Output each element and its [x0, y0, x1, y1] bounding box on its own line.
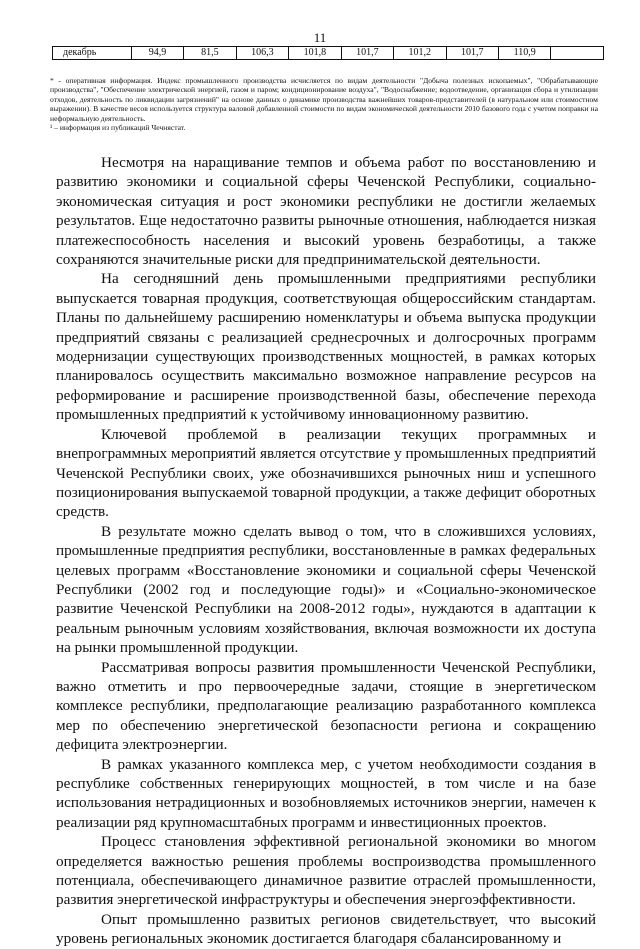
paragraph: Несмотря на наращивание темпов и объема работ по восстановлению и развитию экономики и социальной сферы Чеченской Республики, социально-экономическая ситуация и рост экономики республики не достигли желаемых результатов. Еще недостаточно развиты рыночные отношения, наблюдается низкая платежеспособность населения и высокий уровень безработицы, а также сохраняются значительные риски для предпринимательской деятельности.	[56, 154, 596, 269]
table-cell: 101,2	[394, 47, 446, 60]
table-cell: 101,8	[289, 47, 341, 60]
footnote: * - оперативная информация. Индекс промышленного производства исчисляется по видам деятельности "Добыча полезных ископаемых", "Обрабатывающие производства", "Обеспечение электрической энергией, газом и паром; кондиционирование воздуха", "Водоснабжение; водоотведение, организация сбора и утилизации отходов, деятельность по ликвидации загрязнений" на основе данных о динамике производства важнейших товаров-представителей (в натуральном или стоимостном выражении). В качестве весов используется структура валовой добавленной стоимости по видам экономической деятельности 2010 базового года с учетом поправки на неформальную деятельность.	[50, 76, 598, 123]
footnote: ¹ – информация из публикаций Чечнястат.	[50, 123, 186, 133]
paragraph: Опыт промышленно развитых регионов свидетельствует, что высокий уровень региональных экономик достигается благодаря сбалансированному и	[56, 910, 596, 948]
table-cell: 106,3	[236, 47, 288, 60]
footnotes	[50, 76, 598, 132]
table-cell: 101,7	[341, 47, 393, 60]
table-row	[53, 47, 604, 60]
table-cell	[551, 47, 604, 60]
paragraph: Процесс становления эффективной региональной экономики во многом определяется важностью решения проблемы воспроизводства промышленного потенциала, обеспечивающего динамичное развитие отраслей промышленности, развития энергетической инфраструктуры и обеспечения энергоэффективности.	[56, 833, 596, 909]
table-cell: 81,5	[184, 47, 236, 60]
table-cell: 110,9	[498, 47, 550, 60]
body-text	[56, 153, 596, 949]
paragraph: На сегодняшний день промышленными предприятиями республики выпускается товарная продукция, соответствующая общероссийским стандартам. Планы по дальнейшему расширению номенклатуры и объема выпуска продукции предприятий связаны с реализацией среднесрочных и долгосрочных программ модернизации существующих производственных мощностей, в рамках которых планировалось осуществить максимально возможное направление ресурсов на реформирование и расширение производственной базы, обеспечение перехода промышленных предприятий к устойчивому инновационному развитию.	[56, 270, 596, 424]
page-number: 11	[313, 30, 327, 45]
table-row-label: декабрь	[53, 47, 132, 60]
paragraph: Рассматривая вопросы развития промышленности Чеченской Республики, важно отметить и про первоочередные задачи, стоящие в энергетическом комплексе республики, предполагающие реализацию разработанного комплекса мер по обеспечению энергетической безопасности региона и сокращению дефицита электроэнергии.	[56, 658, 596, 754]
statistics-table	[52, 46, 604, 60]
table-cell: 101,7	[446, 47, 498, 60]
paragraph: Ключевой проблемой в реализации текущих программных и внепрограммных мероприятий является отсутствие у промышленных предприятий Чеченской Республики своих, уже обозначившихся рыночных ниш и успешного позиционирования выпускаемой товарной продукции, а также дефицит оборотных средств.	[56, 425, 596, 521]
table-cell: 94,9	[131, 47, 183, 60]
paragraph: В рамках указанного комплекса мер, с учетом необходимости создания в республике собственных генерирующих мощностей, в том числе и на базе использования нетрадиционных и возобновляемых источников энергии, намечен к реализации ряд крупномасштабных программ и инвестиционных проектов.	[56, 755, 596, 831]
paragraph: В результате можно сделать вывод о том, что в сложившихся условиях, промышленные предприятия республики, восстановленные в рамках федеральных целевых программ «Восстановление экономики и социальной сферы Чеченской Республики (2002 год и последующие годы)» и «Социально-экономическое развитие Чеченской Республики на 2008-2012 годы», нуждаются в адаптации к реальным рыночным условиям хозяйствования, включая возможности их доступа на рынки промышленной продукции.	[56, 522, 596, 657]
